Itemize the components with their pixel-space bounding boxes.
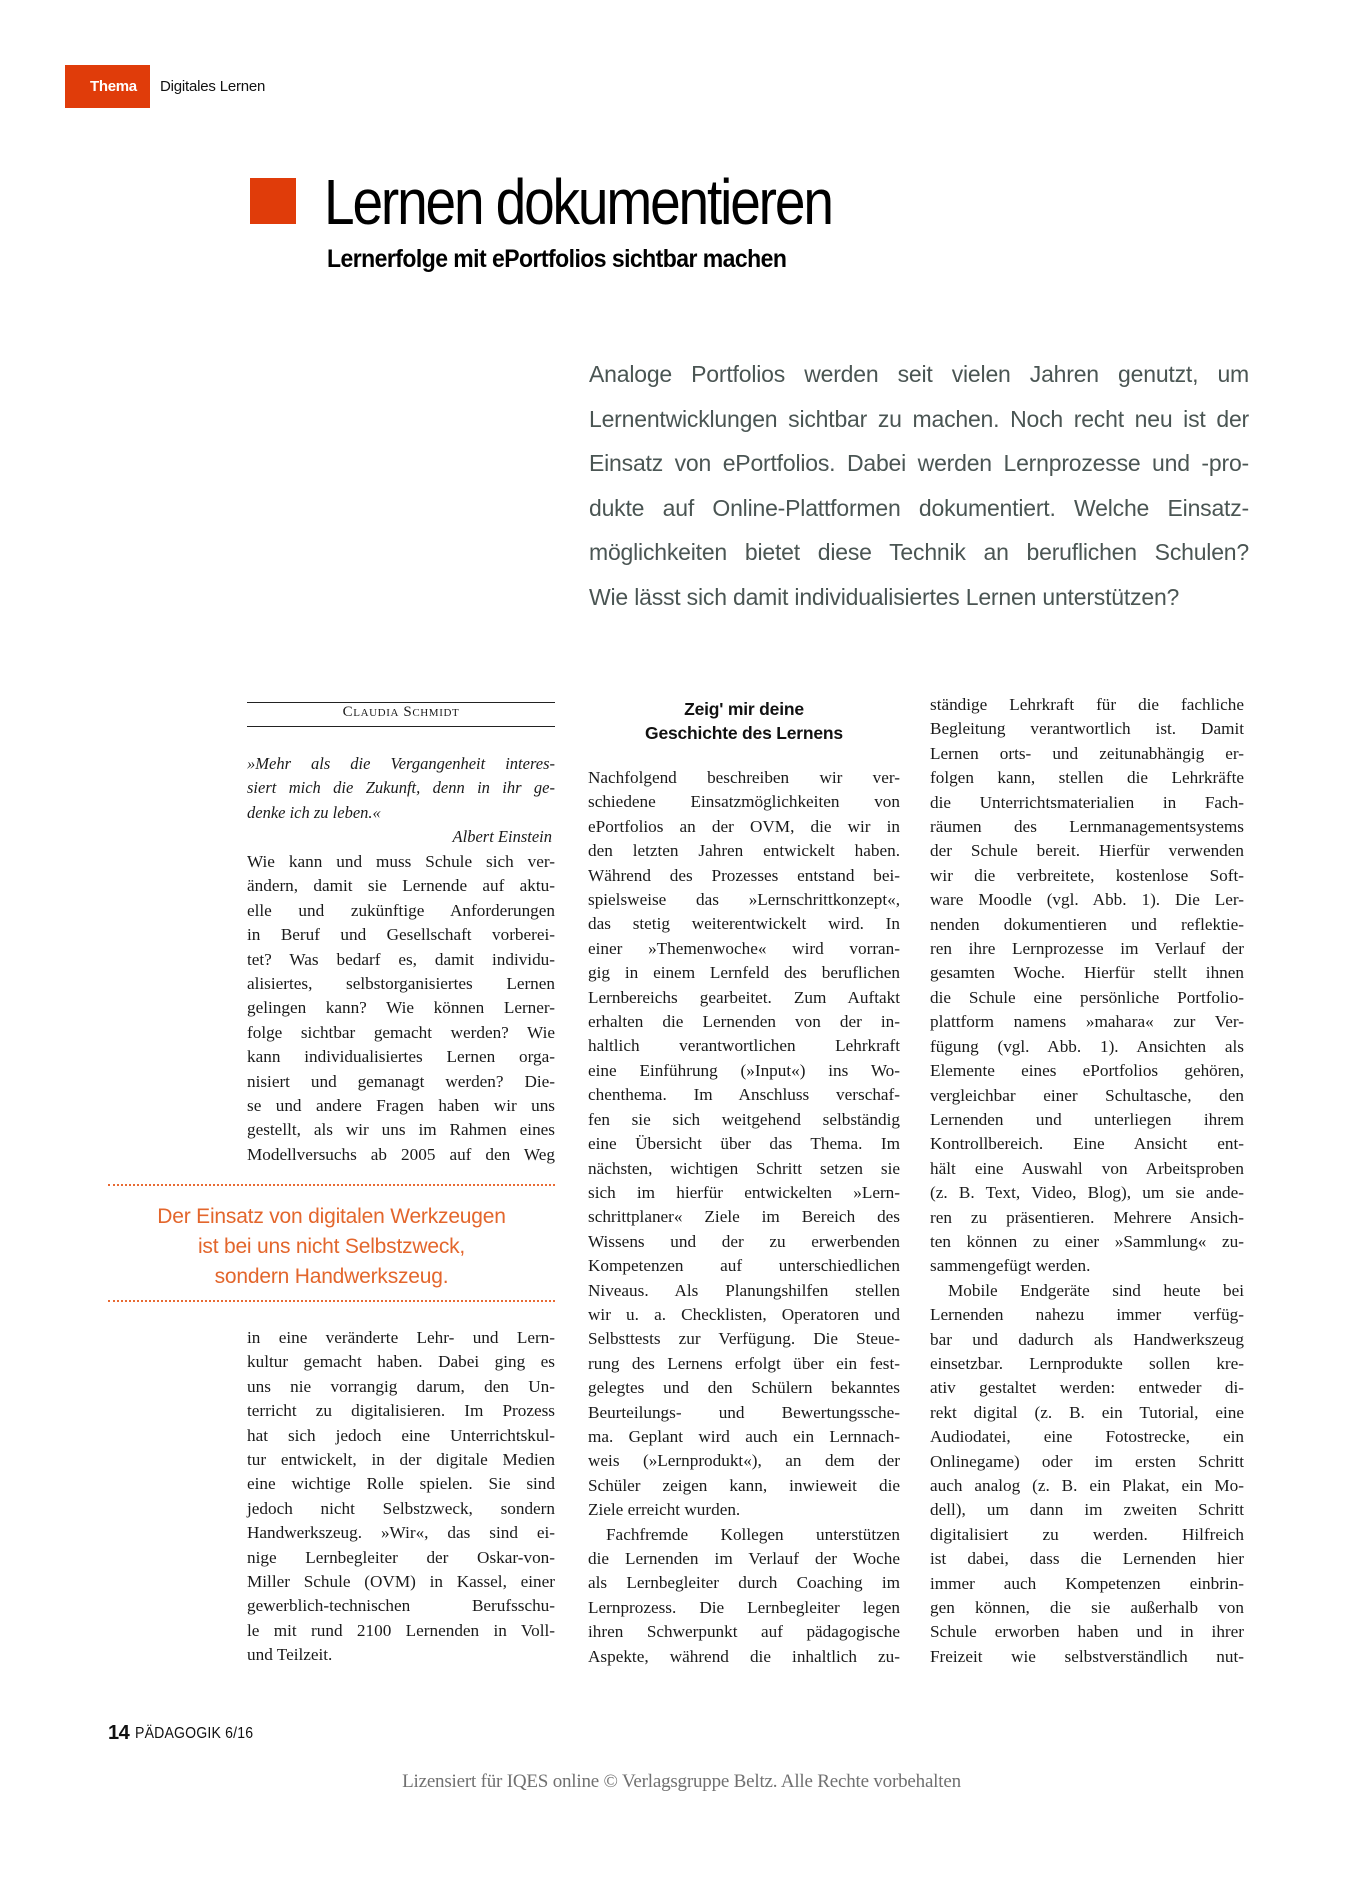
magazine-issue: PÄDAGOGIK 6/16 [135, 1725, 254, 1742]
author-rule-top [247, 702, 555, 703]
intro-paragraph [589, 352, 1249, 619]
body-line: rung des Lernens erfolgt über ein fest- [588, 1353, 900, 1373]
body-line: gestellt, als wir uns im Rahmen eines [247, 1120, 555, 1140]
body-line: Freizeit wie selbstverständlich nut- [930, 1646, 1244, 1666]
body-line: schrittplaner« Ziele im Bereich des [588, 1207, 900, 1227]
body-line: Schüler zeigen kann, inwieweit die [588, 1475, 900, 1495]
right-column [930, 693, 1244, 1669]
body-line: spielsweise das »Lernschrittkonzept«, [588, 890, 900, 910]
body-line: Lernenden und unterliegen ihrem [930, 1109, 1244, 1129]
body-line: Lernbereichs gearbeitet. Zum Auftakt [588, 987, 900, 1007]
body-line: Miller Schule (OVM) in Kassel, einer [247, 1572, 555, 1592]
body-line: nächsten, wichtigen Schritt setzen sie [588, 1158, 900, 1178]
body-line: Onlinegame) oder im ersten Schritt [930, 1451, 1244, 1471]
body-line: tet? Was bedarf es, damit individu- [247, 949, 555, 969]
body-line: hat sich jedoch eine Unterrichtskul- [247, 1425, 555, 1445]
body-line: wir die verbreitete, kostenlose Soft- [930, 865, 1244, 885]
body-line: ePortfolios an der OVM, die wir in [588, 816, 900, 836]
section-heading [588, 697, 900, 745]
body-line: gig in einem Lernfeld des beruflichen [588, 963, 900, 983]
body-line: eine wichtige Rolle spielen. Sie sind [247, 1474, 555, 1494]
body-line: ware Moodle (vgl. Abb. 1). Die Ler- [930, 890, 1244, 910]
section-label: Digitales Lernen [160, 78, 266, 95]
body-line: und Teilzeit. [247, 1645, 333, 1665]
body-line: sich im hierfür entwickelten »Lern- [588, 1182, 900, 1202]
body-line: die Unterrichtsmaterialien in Fach- [930, 792, 1244, 812]
pull-quote-divider-bottom [108, 1300, 555, 1302]
body-line: Lernenden nahezu immer verfüg- [930, 1305, 1244, 1325]
article-title: Lernen dokumentieren [324, 166, 832, 238]
page-number: 14 [108, 1722, 130, 1744]
middle-column [588, 766, 900, 1669]
body-line: nige Lernbegleiter der Oskar-von- [247, 1547, 555, 1567]
body-line: das stetig weiterentwickelt wird. In [588, 914, 900, 934]
body-line: ren ihre Lernprozesse im Verlauf der [930, 939, 1244, 959]
epigraph [247, 752, 555, 850]
body-line: räumen des Lernmanagementsystems [930, 817, 1244, 837]
body-line: se und andere Fragen haben wir uns [247, 1096, 555, 1116]
body-line: fen sie sich weitgehend selbständig [588, 1109, 900, 1129]
article-subtitle: Lernerfolge mit ePortfolios sichtbar machen [327, 245, 787, 273]
body-line: fügung (vgl. Abb. 1). Ansichten als [930, 1036, 1244, 1056]
body-line: ten können zu einer »Sammlung« zu- [930, 1231, 1244, 1251]
pull-quote-line: sondern Handwerkszeug. [214, 1265, 449, 1288]
body-line: Lernen orts- und zeitunabhängig er- [930, 743, 1244, 763]
body-line: in Beruf und Gesellschaft vorberei- [247, 925, 555, 945]
body-line: ihren Schwerpunkt auf pädagogische [588, 1622, 900, 1642]
pull-quote-divider-top [108, 1184, 555, 1186]
body-line: nenden dokumentieren und reflektie- [930, 914, 1244, 934]
body-line: Kontrollbereich. Eine Ansicht ent- [930, 1134, 1244, 1154]
body-line: Nachfolgend beschreiben wir ver- [588, 768, 900, 787]
body-line: ändern, damit sie Lernende auf aktu- [247, 876, 555, 896]
body-line: Modellversuchs ab 2005 auf den Weg [247, 1144, 555, 1164]
body-line: Handwerkszeug. »Wir«, das sind ei- [247, 1523, 555, 1543]
epigraph-line: siert mich die Zukunft, denn in ihr ge- [247, 778, 555, 798]
title-square-icon [250, 178, 296, 224]
body-line: Selbsttests zur Verfügung. Die Steue- [588, 1329, 900, 1349]
body-line: bar und dadurch als Handwerkszeug [930, 1329, 1244, 1349]
body-line: gelingen kann? Wie können Lerner- [247, 998, 555, 1018]
body-line: einer »Themenwoche« wird vorran- [588, 938, 900, 958]
body-line: vergleichbar einer Schultasche, den [930, 1085, 1244, 1105]
body-line: elle und zukünftige Anforderungen [247, 900, 555, 920]
body-line: in eine veränderte Lehr- und Lern- [247, 1328, 555, 1347]
body-line: dell), um dann im zweiten Schritt [930, 1500, 1244, 1520]
body-line: Niveaus. Als Planungshilfen stellen [588, 1280, 900, 1300]
body-line: Schule erworben haben und in ihrer [930, 1622, 1244, 1642]
body-line: erhalten die Lernenden von der in- [588, 1012, 900, 1032]
left-column-bottom [247, 1326, 555, 1668]
epigraph-attribution: Albert Einstein [452, 827, 552, 847]
body-line: ativ gestaltet werden: entweder di- [930, 1378, 1244, 1398]
body-line: gen können, die sie außerhalb von [930, 1598, 1244, 1618]
body-line: rekt digital (z. B. ein Tutorial, eine [930, 1402, 1244, 1422]
body-line: folge sichtbar gemacht werden? Wie [247, 1022, 555, 1042]
body-line: nisiert und gemanagt werden? Die- [247, 1071, 555, 1091]
intro-line: Lernentwicklungen sichtbar zu machen. Noch recht neu ist der [589, 405, 1249, 432]
body-line: ständige Lehrkraft für die fachliche [930, 695, 1244, 714]
body-line: wir u. a. Checklisten, Operatoren und [588, 1304, 900, 1324]
body-line: kann individualisiertes Lernen orga- [247, 1047, 555, 1067]
body-line: der Schule bereit. Hierfür verwenden [930, 841, 1244, 861]
epigraph-line: denke ich zu leben.« [247, 802, 381, 822]
body-line: immer auch Kompetenzen einbrin- [930, 1573, 1244, 1593]
body-line: gewerblich-technischen Berufsschu- [247, 1596, 555, 1616]
body-line: weis (»Lernprodukt«), an dem der [588, 1451, 900, 1471]
intro-line: Analoge Portfolios werden seit vielen Jahren genutzt, um [589, 361, 1249, 387]
body-line: Audiodatei, eine Fotostrecke, ein [930, 1427, 1244, 1447]
body-line: Kompetenzen auf unterschiedlichen [588, 1256, 900, 1276]
body-line: alisiertes, selbstorganisiertes Lernen [247, 974, 555, 994]
body-line: uns nie vorrangig darum, den Un- [247, 1376, 555, 1396]
body-line: sammengefügt werden. [930, 1256, 1091, 1276]
author-rule-bottom [247, 726, 555, 727]
body-line: digitalisiert zu werden. Hilfreich [930, 1524, 1244, 1544]
body-line: kultur gemacht haben. Dabei ging es [247, 1352, 555, 1372]
body-line: Lernprozess. Die Lernbegleiter legen [588, 1597, 900, 1617]
body-line: einsetzbar. Lernprodukte sollen kre- [930, 1353, 1244, 1373]
body-line: Ziele erreicht wurden. [588, 1500, 741, 1520]
body-line: plattform namens »mahara« zur Ver- [930, 1012, 1244, 1032]
body-line: hält eine Auswahl von Arbeitsproben [930, 1158, 1244, 1178]
body-line: gelegtes und den Schülern bekanntes [588, 1378, 900, 1398]
body-line: die Lernenden im Verlauf der Woche [588, 1549, 900, 1568]
body-line: die Schule eine persönliche Portfolio- [930, 987, 1244, 1007]
left-column-top [247, 850, 555, 1167]
body-line: Aspekte, während die inhaltlich zu- [588, 1646, 900, 1666]
body-line: Mobile Endgeräte sind heute bei [948, 1280, 1244, 1300]
license-notice: Lizensiert für IQES online © Verlagsgruppe Beltz. Alle Rechte vorbehalten [402, 1771, 961, 1792]
pull-quote [108, 1202, 555, 1292]
section-heading-line: Geschichte des Lernens [645, 723, 843, 743]
body-line: folgen kann, stellen die Lehrkräfte [930, 768, 1244, 788]
body-line: Während des Prozesses entstand bei- [588, 865, 900, 885]
body-line: schiedene Einsatzmöglichkeiten von [588, 792, 900, 812]
body-line: ren zu präsentieren. Mehrere Ansich- [930, 1207, 1244, 1227]
author-name: Claudia Schmidt [342, 704, 460, 720]
body-line: Begleitung verantwortlich ist. Damit [930, 719, 1244, 739]
intro-line: möglichkeiten bietet diese Technik an beruflichen Schulen? [589, 539, 1249, 565]
body-line: eine Einführung (»Input«) ins Wo- [588, 1060, 900, 1080]
thema-label: Thema [90, 78, 137, 95]
body-line: le mit rund 2100 Lernenden in Voll- [247, 1620, 555, 1640]
body-line: Elemente eines ePortfolios gehören, [930, 1061, 1244, 1081]
epigraph-line: »Mehr als die Vergangenheit interes- [247, 754, 555, 773]
intro-line: Einsatz von ePortfolios. Dabei werden Lernprozesse und -pro- [589, 450, 1249, 476]
body-line: Wissens und der zu erwerbenden [588, 1231, 900, 1251]
body-line: haltlich verantwortlichen Lehrkraft [588, 1036, 900, 1056]
intro-line: dukte auf Online-Plattformen dokumentiert. Welche Einsatz- [589, 494, 1249, 521]
body-line: tur entwickelt, in der digitale Medien [247, 1450, 555, 1470]
body-line: Beurteilungs- und Bewertungssche- [588, 1402, 900, 1422]
body-line: terricht zu digitalisieren. Im Prozess [247, 1401, 555, 1421]
intro-line: Wie lässt sich damit individualisiertes Lernen unterstützen? [589, 583, 1180, 610]
body-line: (z. B. Text, Video, Blog), um sie ande- [930, 1183, 1244, 1203]
pull-quote-line: Der Einsatz von digitalen Werkzeugen [157, 1205, 506, 1228]
body-line: als Lernbegleiter durch Coaching im [588, 1573, 900, 1593]
body-line: jedoch nicht Selbstzweck, sondern [247, 1498, 555, 1518]
pull-quote-line: ist bei uns nicht Selbstzweck, [197, 1235, 466, 1258]
body-line: gesamten Woche. Hierfür stellt ihnen [930, 963, 1244, 983]
body-line: auch analog (z. B. ein Plakat, ein Mo- [930, 1476, 1244, 1495]
body-line: Wie kann und muss Schule sich ver- [247, 852, 555, 871]
body-line: ma. Geplant wird auch ein Lernnach- [588, 1426, 900, 1446]
body-line: ist dabei, dass die Lernenden hier [930, 1549, 1244, 1569]
body-line: eine Übersicht über das Thema. Im [588, 1134, 900, 1154]
body-line: Fachfremde Kollegen unterstützen [606, 1524, 900, 1544]
body-line: chenthema. Im Anschluss verschaf- [588, 1085, 900, 1105]
section-heading-line: Zeig' mir deine [684, 699, 804, 719]
body-line: den letzten Jahren entwickelt haben. [588, 841, 900, 861]
